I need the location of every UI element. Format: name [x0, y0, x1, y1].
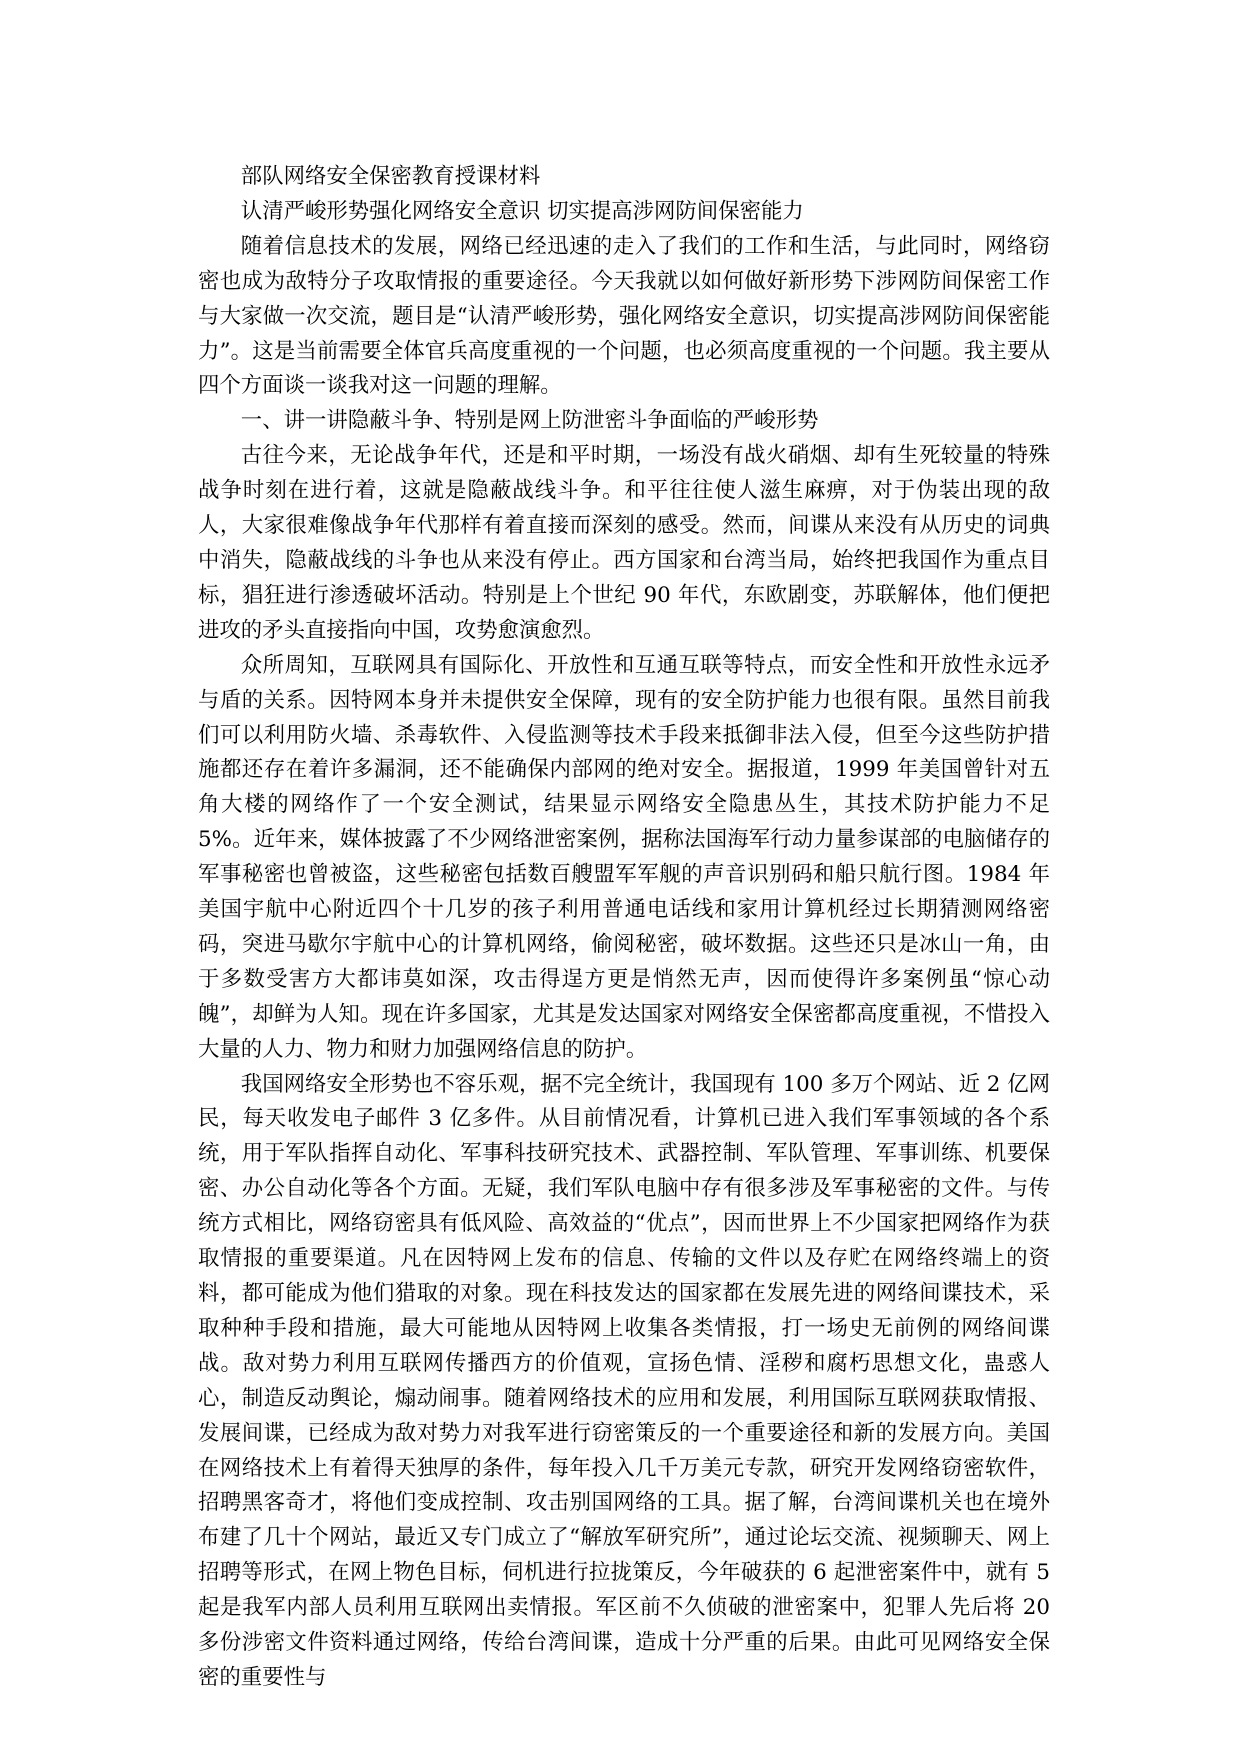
document-subtitle: 认清严峻形势强化网络安全意识 切实提高涉网防间保密能力	[240, 198, 804, 224]
section-heading-1: 一、讲一讲隐蔽斗争、特别是网上防泄密斗争面临的严峻形势	[240, 408, 819, 434]
paragraph-intro: 随着信息技术的发展，网络已经迅速的走入了我们的工作和生活，与此同时，网络窃密也成为敌特分子攻取情报的重要途径。今天我就以如何做好新形势下涉网防间保密工作与大家做一次交流，题目是“认清严峻形势，强化网络安全意识，切实提高涉网防间保密能力”。这是当前需要全体官兵高度重视的一个问题，也必须高度重视的一个问题。我主要从四个方面谈一谈我对这一问题的理解。	[198, 233, 1050, 399]
document-body	[198, 160, 1050, 1696]
paragraph-history: 古往今来，无论战争年代，还是和平时期，一场没有战火硝烟、却有生死较量的特殊战争时刻在进行着，这就是隐蔽战线斗争。和平往往使人滋生麻痹，对于伪装出现的敌人，大家很难像战争年代那样有着直接而深刻的感受。然而，间谍从来没有从历史的词典中消失，隐蔽战线的斗争也从来没有停止。西方国家和台湾当局，始终把我国作为重点目标，猖狂进行渗透破坏活动。特别是上个世纪 90 年代，东欧剧变，苏联解体，他们便把进攻的矛头直接指向中国，攻势愈演愈烈。	[198, 443, 1050, 643]
paragraph-national-situation: 我国网络安全形势也不容乐观，据不完全统计，我国现有 100 多万个网站、近 2 亿网民，每天收发电子邮件 3 亿多件。从目前情况看，计算机已进入我们军事领域的各个系统，用于军队指挥自动化、军事科技研究技术、武器控制、军队管理、军事训练、机要保密、办公自动化等各个方面。无疑，我们军队电脑中存有很多涉及军事秘密的文件。与传统方式相比，网络窃密具有低风险、高效益的“优点”，因而世界上不少国家把网络作为获取情报的重要渠道。凡在因特网上发布的信息、传输的文件以及存贮在网络终端上的资料，都可能成为他们猎取的对象。现在科技发达的国家都在发展先进的网络间谍技术，采取种种手段和措施，最大可能地从因特网上收集各类情报，打一场史无前例的网络间谍战。敌对势力利用互联网传播西方的价值观，宣扬色情、淫秽和腐朽思想文化，蛊惑人心，制造反动舆论，煽动闹事。随着网络技术的应用和发展，利用国际互联网获取情报、发展间谍，已经成为敌对势力对我军进行窃密策反的一个重要途径和新的发展方向。美国在网络技术上有着得天独厚的条件，每年投入几千万美元专款，研究开发网络窃密软件，招聘黑客奇才，将他们变成控制、攻击别国网络的工具。据了解，台湾间谍机关也在境外布建了几十个网站，最近又专门成立了“解放军研究所”，通过论坛交流、视频聊天、网上招聘等形式，在网上物色目标，伺机进行拉拢策反，今年破获的 6 起泄密案件中，就有 5 起是我军内部人员利用互联网出卖情报。军区前不久侦破的泄密案中，犯罪人先后将 20 多份涉密文件资料通过网络，传给台湾间谍，造成十分严重的后果。由此可见网络安全保密的重要性与	[198, 1071, 1050, 1690]
document-title: 部队网络安全保密教育授课材料	[240, 164, 541, 189]
paragraph-internet-security: 众所周知，互联网具有国际化、开放性和互通互联等特点，而安全性和开放性永远矛与盾的关系。因特网本身并未提供安全保障，现有的安全防护能力也很有限。虽然目前我们可以利用防火墙、杀毒软件、入侵监测等技术手段来抵御非法入侵，但至今这些防护措施都还存在着许多漏洞，还不能确保内部网的绝对安全。据报道，1999 年美国曾针对五角大楼的网络作了一个安全测试，结果显示网络安全隐患丛生，其技术防护能力不足 5%。近年来，媒体披露了不少网络泄密案例，据称法国海军行动力量参谋部的电脑储存的军事秘密也曾被盗，这些秘密包括数百艘盟军军舰的声音识别码和船只航行图。1984 年美国宇航中心附近四个十几岁的孩子利用普通电话线和家用计算机经过长期猜测网络密码，突进马歇尔宇航中心的计算机网络，偷阅秘密，破坏数据。这些还只是冰山一角，由于多数受害方大都讳莫如深，攻击得逞方更是悄然无声，因而使得许多案例虽“惊心动魄”，却鲜为人知。现在许多国家，尤其是发达国家对网络安全保密都高度重视，不惜投入大量的人力、物力和财力加强网络信息的防护。	[198, 652, 1050, 1062]
